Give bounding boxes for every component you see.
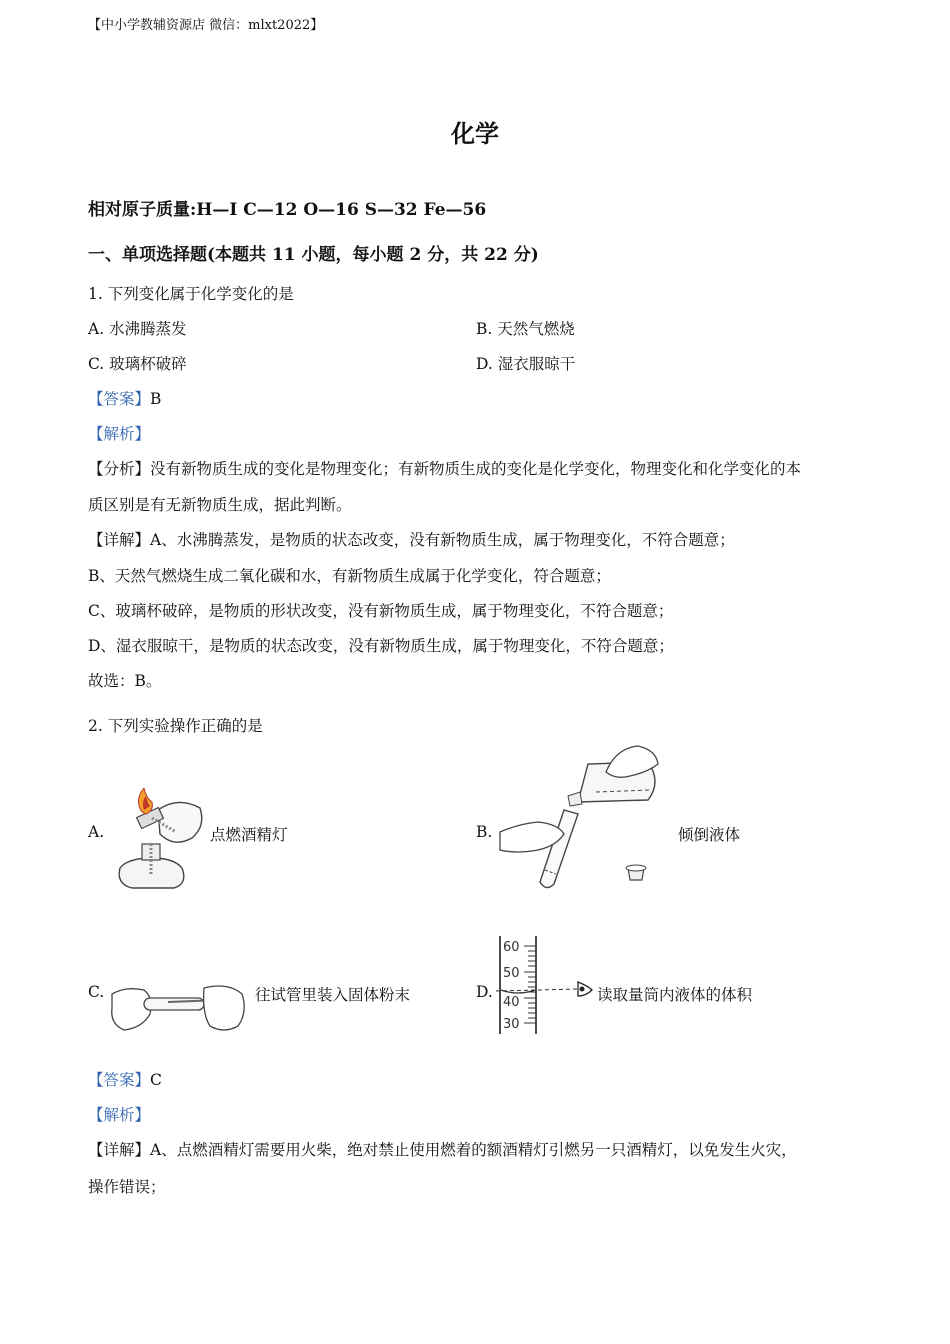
q1-analysis-tag: 【解析】 [88,425,151,443]
graduated-cylinder-illustration [494,934,596,1038]
page-title: 化学 [451,119,499,148]
q1-stem: 1. 下列变化属于化学变化的是 [88,285,294,303]
answer-tag: 【答案】 [88,1071,151,1089]
q2-option-d-letter: D. [476,983,493,1001]
answer-value: C [150,1071,162,1089]
q2-option-b-letter: B. [476,823,493,841]
section-heading: 一、单项选择题(本题共 11 小题，每小题 2 分，共 22 分) [88,245,539,265]
page-header: 【中小学教辅资源店 微信：mlxt2022】 [88,18,324,33]
q2-option-a-letter: A. [88,823,105,841]
q2-option-c-letter: C. [88,983,105,1001]
q2-stem: 2. 下列实验操作正确的是 [88,717,263,735]
tick-label-40: 40 [503,995,520,1010]
q2-analysis-tag: 【解析】 [88,1106,151,1124]
q1-conclusion: 故选：B。 [88,672,162,690]
q2-detail-a-line-1 [88,1138,797,1160]
q1-detail-c: C、玻璃杯破碎，是物质的形状改变，没有新物质生成，属于物理变化，不符合题意； [88,602,674,620]
alcohol-lamp-illustration [108,788,208,894]
q2-option-a-text: 点燃酒精灯 [210,826,288,844]
atomic-mass-line: 相对原子质量:H—I C—12 O—16 S—32 Fe—56 [88,200,487,220]
load-powder-illustration [108,978,248,1036]
tick-label-60: 60 [503,940,520,955]
q1-fenxi-line-1 [88,457,801,479]
q1-detail-a [88,528,735,550]
q1-option-b: B. 天然气燃烧 [476,320,575,338]
q2-detail-a-line-2: 操作错误； [88,1178,166,1196]
tick-label-50: 50 [503,966,520,981]
answer-tag: 【答案】 [88,390,151,408]
fenxi-text: 没有新物质生成的变化是物理变化；有新物质生成的变化是化学变化，物理变化和化学变化的本 [150,460,802,478]
detail-text: A、水沸腾蒸发，是物质的状态改变，没有新物质生成，属于物理变化，不符合题意； [150,531,735,549]
fenxi-tag: 【分析】 [88,460,151,478]
q1-answer [88,387,161,409]
detail-text: A、点燃酒精灯需要用火柴，绝对禁止使用燃着的额酒精灯引燃另一只酒精灯，以免发生火灾， [150,1141,797,1159]
q2-option-b-text: 倾倒液体 [678,826,741,844]
answer-value: B [150,390,162,408]
tick-label-30: 30 [503,1017,520,1032]
q1-option-a: A. 水沸腾蒸发 [88,320,187,338]
detail-tag: 【详解】 [88,1141,151,1159]
q1-detail-d: D、湿衣服晾干，是物质的状态改变，没有新物质生成，属于物理变化，不符合题意； [88,637,674,655]
detail-tag: 【详解】 [88,531,151,549]
q1-fenxi-line-2: 质区别是有无新物质生成，据此判断。 [88,496,352,514]
q1-detail-b: B、天然气燃烧生成二氧化碳和水，有新物质生成属于化学变化，符合题意； [88,567,611,585]
q1-option-d: D. 湿衣服晾干 [476,355,576,373]
pour-liquid-illustration [498,742,668,892]
q2-answer [88,1068,162,1090]
q1-option-c: C. 玻璃杯破碎 [88,355,187,373]
q2-option-c-text: 往试管里装入固体粉末 [255,986,411,1004]
q2-option-d-text: 读取量筒内液体的体积 [597,986,753,1004]
